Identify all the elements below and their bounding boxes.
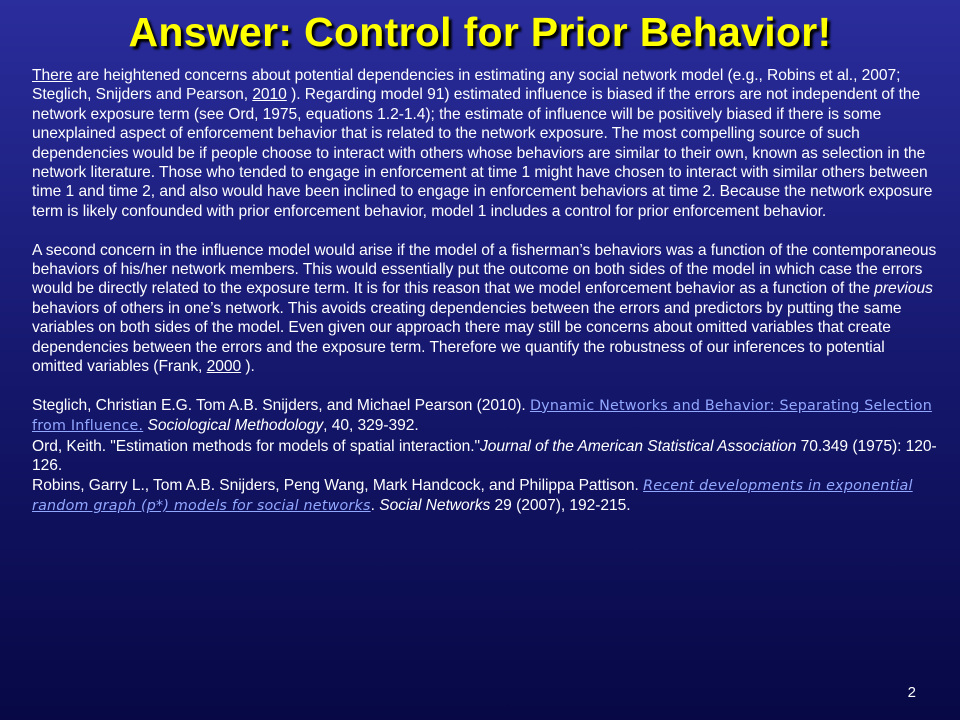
paragraph-second-concern (32, 241, 937, 377)
reference-ord (32, 437, 937, 476)
paragraph-dependencies (32, 66, 937, 221)
slide-title: Answer: Control for Prior Behavior! (128, 9, 832, 55)
word-there: There (32, 67, 73, 84)
reference-period: . (370, 496, 380, 514)
journal-social-networks: Social Networks (379, 496, 491, 514)
link-dynamic-networks[interactable]: Dynamic Networks and Behavior: Separating Selection from Influence. (32, 397, 932, 435)
reference-robins-authors: Robins, Garry L., Tom A.B. Snijders, Peng Wang, Mark Handcock, and Philippa Pattison. (32, 476, 644, 494)
paragraph1-text-b: ). Regarding model 91) estimated influence is biased if the errors are not independent of the network exposure term (see Ord, 1975, equations 1.2-1.4); the estimate of influence will be positively biased if there is some unexplained aspect of enforcement behavior that is related to the network exposure. The most compelling source of such dependencies would be if people choose to interact with others whose behaviors are similar to their own, known as selection in the network literature. Those who tended to engage in enforcement at time 1 might have chosen to interact with similar others between time 1 and time 2, and also would have been inclined to engage in enforcement behaviors at time 2. Because the network exposure term is likely confounded with prior enforcement behavior, model 1 includes a control for prior enforcement behavior. (32, 86, 933, 220)
link-recent-developments[interactable]: Recent developments in exponential random graph (p*) models for social networks (32, 477, 913, 514)
paragraph2-text-b: behaviors of others in one’s network. This avoids creating dependencies between the errors and predictors by putting the same variables on both sides of the model. Even given our approach there may still be concerns about omitted variables that create dependencies between the errors and the exposure term. Therefore we quantify the robustness of our inferences to potential omitted variables (Frank, (32, 299, 902, 376)
slide-body (32, 66, 937, 516)
year-2000: 2000 (206, 358, 242, 376)
reference-robins-volume: 29 (2007), 192-215. (490, 496, 631, 514)
paragraph-spacer (32, 221, 937, 240)
reference-ord-volume: 70.349 (1975): 120-126. (32, 437, 937, 475)
paragraph1-text-a: are heightened concerns about potential dependencies in estimating any social network model (e.g., Robins et al., 2007; Steglich, Snijders and Pearson, (32, 67, 901, 104)
word-previous: previous (874, 280, 933, 298)
journal-sociological-methodology: Sociological Methodology (147, 417, 324, 435)
paragraph2-text-c: ). (241, 358, 255, 376)
paragraph2-text-a: A second concern in the influence model would arise if the model of a fisherman’s behaviors was a function of the contemporaneous behaviors of his/her network members. This would essentially put the outcome on both sides of the model in which case the errors would be directly related to the exposure term. It is for this reason that we model enforcement behavior as a function of the (32, 241, 937, 298)
reference-robins (32, 476, 937, 517)
journal-jasa: Journal of the American Statistical Association (480, 437, 797, 455)
paragraph-spacer (32, 376, 937, 395)
reference-ord-authors: Ord, Keith. "Estimation methods for models of spatial interaction." (32, 437, 481, 455)
year-2010: 2010 (252, 86, 287, 104)
reference-steglich-authors: Steglich, Christian E.G. Tom A.B. Snijders, and Michael Pearson (2010). (32, 396, 530, 414)
reference-steglich-volume: , 40, 329-392. (323, 417, 419, 435)
page-number: 2 (907, 684, 916, 701)
reference-steglich (32, 396, 937, 437)
